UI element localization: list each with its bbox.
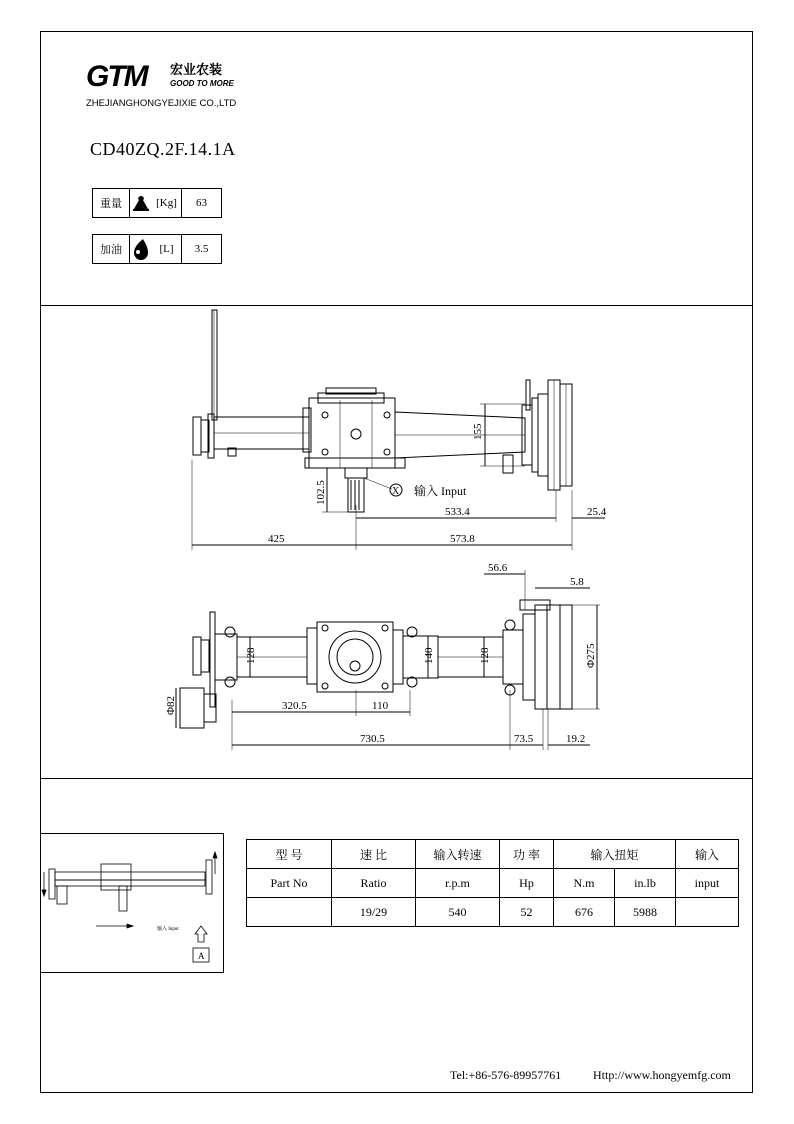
dim-label: 128 [245, 647, 257, 664]
table-subheader-cell: r.p.m [416, 869, 500, 898]
dim-label: 155 [472, 423, 484, 440]
dim-label: 56.6 [488, 562, 508, 574]
table-cell: 19/29 [332, 898, 416, 927]
footer-url[interactable]: Http://www.hongyemfg.com [593, 1068, 731, 1082]
table-header-cell: 型 号 [247, 840, 332, 869]
logo-mark: GTM [86, 60, 147, 93]
table-header-cell: 速 比 [332, 840, 416, 869]
spec-table [246, 839, 739, 927]
table-header-cell: 输入扭矩 [554, 840, 676, 869]
logo-slogan: GOOD TO MORE [170, 79, 234, 88]
table-subheader-row [247, 869, 739, 898]
dim-label: 5.8 [570, 576, 584, 588]
dim-label: 128 [479, 647, 491, 664]
table-header-cell: 输入转速 [416, 840, 500, 869]
table-cell: 676 [554, 898, 615, 927]
dim-label: 19.2 [566, 733, 586, 745]
model-number: CD40ZQ.2F.14.1A [90, 139, 236, 159]
table-subheader-cell: in.lb [615, 869, 676, 898]
table-subheader-cell: Ratio [332, 869, 416, 898]
thumb-input-label: 输入 Input [157, 927, 179, 932]
reference-thumbnail [40, 833, 224, 973]
table-subheader-cell: Hp [500, 869, 554, 898]
input-marker: X [392, 486, 400, 497]
oil-label: 加油 [93, 235, 130, 263]
table-cell [247, 898, 332, 927]
dim-label: 25.4 [587, 506, 607, 518]
dim-label: 573.8 [450, 533, 475, 545]
table-cell: 540 [416, 898, 500, 927]
dim-label: 102.5 [315, 480, 327, 505]
weight-label: 重量 [93, 189, 130, 217]
table-header-cell: 功 率 [500, 840, 554, 869]
dim-label: 140 [423, 647, 435, 664]
dim-label: Φ82 [165, 695, 177, 715]
side-view [192, 310, 605, 550]
dim-label: Φ275 [585, 643, 597, 668]
input-label: 输入 Input [414, 484, 467, 498]
table-cell [676, 898, 739, 927]
logo-chinese-name: 宏业农装 [170, 63, 223, 78]
oil-value: 3.5 [194, 243, 209, 255]
weight-unit: [Kg] [152, 189, 182, 217]
table-subheader-cell: N.m [554, 869, 615, 898]
table-header-row [247, 840, 739, 869]
dim-label: 533.4 [445, 506, 470, 518]
table-subheader-cell: input [676, 869, 739, 898]
footer-tel: Tel:+86-576-89957761 [450, 1068, 562, 1082]
company-name: ZHEJIANGHONGYEJIXIE CO.,LTD [86, 98, 237, 109]
dim-label: 425 [268, 533, 285, 545]
table-header-cell: 输入 [676, 840, 739, 869]
table-cell: 52 [500, 898, 554, 927]
table-row [247, 898, 739, 927]
top-view [176, 570, 600, 750]
table-subheader-cell: Part No [247, 869, 332, 898]
dim-label: 320.5 [282, 700, 307, 712]
table-cell: 5988 [615, 898, 676, 927]
oil-unit: [L] [152, 235, 182, 263]
dim-label: 110 [372, 700, 389, 712]
weight-value: 63 [196, 197, 207, 209]
thumb-view-label: A [198, 951, 205, 961]
dim-label: 73.5 [514, 733, 534, 745]
dim-label: 730.5 [360, 733, 385, 745]
